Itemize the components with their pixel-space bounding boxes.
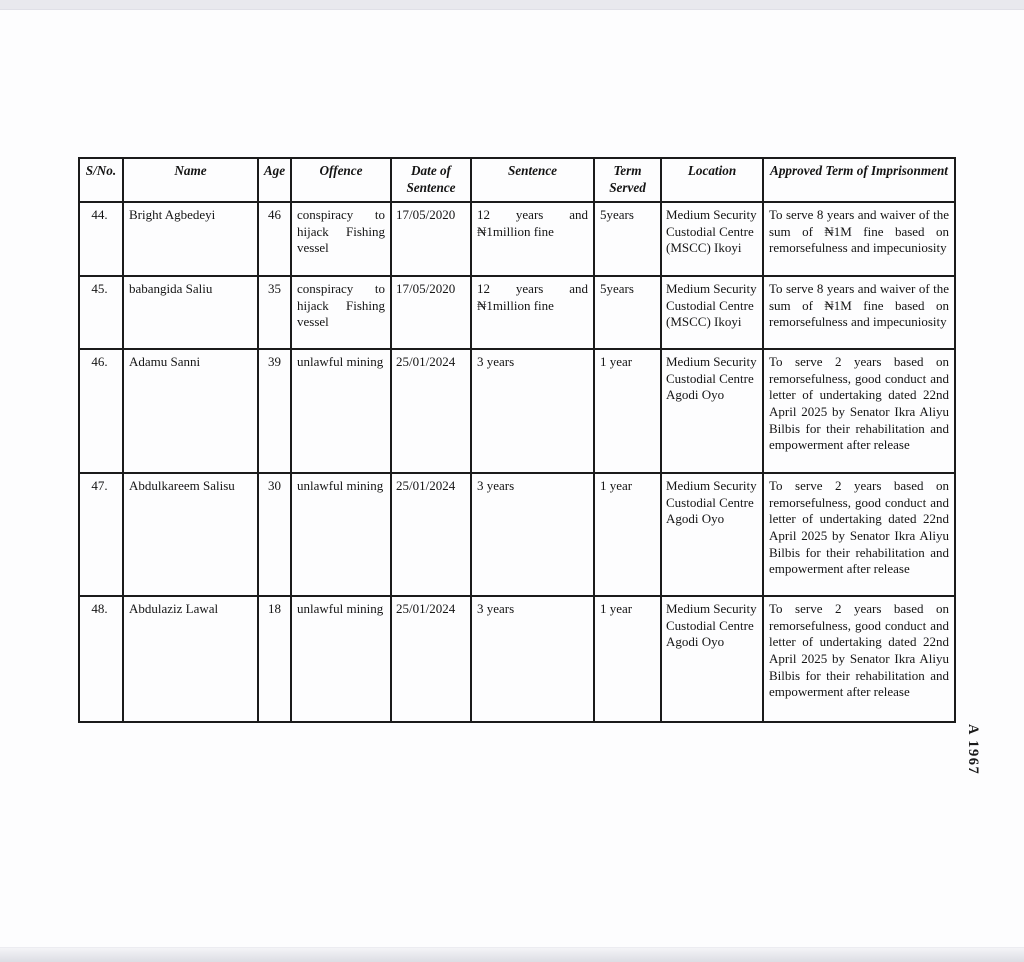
cell-location: Medium Security Custodial Centre Agodi Oyo bbox=[661, 349, 763, 473]
table-row bbox=[79, 473, 955, 596]
cell-sentence: 12 years and ₦1million fine bbox=[471, 276, 594, 349]
cell-approved-term: To serve 2 years based on remorsefulness, good conduct and letter of undertaking dated 22nd April 2025 by Senator Ikra Aliyu Bilbis for their rehabilitation and empowerment after release bbox=[763, 473, 955, 596]
column-header-sentence: Sentence bbox=[471, 158, 594, 202]
cell-location: Medium Security Custodial Centre Agodi Oyo bbox=[661, 473, 763, 596]
page-number-label: A 1967 bbox=[965, 724, 981, 776]
cell-date-of-sentence: 17/05/2020 bbox=[391, 276, 471, 349]
cell-term-served: 1 year bbox=[594, 596, 661, 722]
cell-term-served: 5years bbox=[594, 202, 661, 276]
cell-age: 46 bbox=[258, 202, 291, 276]
cell-date-of-sentence: 25/01/2024 bbox=[391, 349, 471, 473]
cell-offence: unlawful mining bbox=[291, 473, 391, 596]
cell-approved-term: To serve 2 years based on remorsefulness, good conduct and letter of undertaking dated 22nd April 2025 by Senator Ikra Aliyu Bilbis for their rehabilitation and empowerment after release bbox=[763, 349, 955, 473]
cell-age: 39 bbox=[258, 349, 291, 473]
cell-sno: 48. bbox=[79, 596, 123, 722]
table-row bbox=[79, 596, 955, 722]
table-row bbox=[79, 202, 955, 276]
cell-sno: 45. bbox=[79, 276, 123, 349]
cell-sentence: 3 years bbox=[471, 473, 594, 596]
cell-approved-term: To serve 2 years based on remorsefulness, good conduct and letter of undertaking dated 22nd April 2025 by Senator Ikra Aliyu Bilbis for their rehabilitation and empowerment after release bbox=[763, 596, 955, 722]
column-header-approved-term: Approved Term of Imprisonment bbox=[763, 158, 955, 202]
cell-offence: conspiracy to hijack Fishing vessel bbox=[291, 276, 391, 349]
column-header-location: Location bbox=[661, 158, 763, 202]
cell-age: 30 bbox=[258, 473, 291, 596]
cell-date-of-sentence: 17/05/2020 bbox=[391, 202, 471, 276]
cell-offence: unlawful mining bbox=[291, 596, 391, 722]
cell-term-served: 5years bbox=[594, 276, 661, 349]
header-row bbox=[79, 158, 955, 202]
cell-term-served: 1 year bbox=[594, 349, 661, 473]
cell-name: Abdulaziz Lawal bbox=[123, 596, 258, 722]
cell-sentence: 3 years bbox=[471, 596, 594, 722]
column-header-term-served: Term Served bbox=[594, 158, 661, 202]
cell-location: Medium Security Custodial Centre (MSCC) Ikoyi bbox=[661, 202, 763, 276]
cell-approved-term: To serve 8 years and waiver of the sum of ₦1M fine based on remorsefulness and impecuniosity bbox=[763, 202, 955, 276]
cell-age: 35 bbox=[258, 276, 291, 349]
cell-location: Medium Security Custodial Centre (MSCC) Ikoyi bbox=[661, 276, 763, 349]
cell-sentence: 3 years bbox=[471, 349, 594, 473]
cell-sno: 47. bbox=[79, 473, 123, 596]
table-row bbox=[79, 276, 955, 349]
column-header-age: Age bbox=[258, 158, 291, 202]
column-header-sno: S/No. bbox=[79, 158, 123, 202]
cell-name: Abdulkareem Salisu bbox=[123, 473, 258, 596]
cell-sno: 44. bbox=[79, 202, 123, 276]
cell-offence: unlawful mining bbox=[291, 349, 391, 473]
clemency-records-table bbox=[78, 157, 956, 723]
scan-edge-bottom bbox=[0, 947, 1024, 962]
cell-age: 18 bbox=[258, 596, 291, 722]
cell-name: babangida Saliu bbox=[123, 276, 258, 349]
column-header-name: Name bbox=[123, 158, 258, 202]
cell-name: Adamu Sanni bbox=[123, 349, 258, 473]
scan-edge-top bbox=[0, 0, 1024, 10]
cell-term-served: 1 year bbox=[594, 473, 661, 596]
column-header-offence: Offence bbox=[291, 158, 391, 202]
cell-sentence: 12 years and ₦1million fine bbox=[471, 202, 594, 276]
cell-name: Bright Agbedeyi bbox=[123, 202, 258, 276]
column-header-date-of-sentence: Date of Sentence bbox=[391, 158, 471, 202]
cell-offence: conspiracy to hijack Fishing vessel bbox=[291, 202, 391, 276]
cell-sno: 46. bbox=[79, 349, 123, 473]
cell-location: Medium Security Custodial Centre Agodi Oyo bbox=[661, 596, 763, 722]
cell-date-of-sentence: 25/01/2024 bbox=[391, 596, 471, 722]
cell-approved-term: To serve 8 years and waiver of the sum of ₦1M fine based on remorsefulness and impecuniosity bbox=[763, 276, 955, 349]
cell-date-of-sentence: 25/01/2024 bbox=[391, 473, 471, 596]
table-row bbox=[79, 349, 955, 473]
